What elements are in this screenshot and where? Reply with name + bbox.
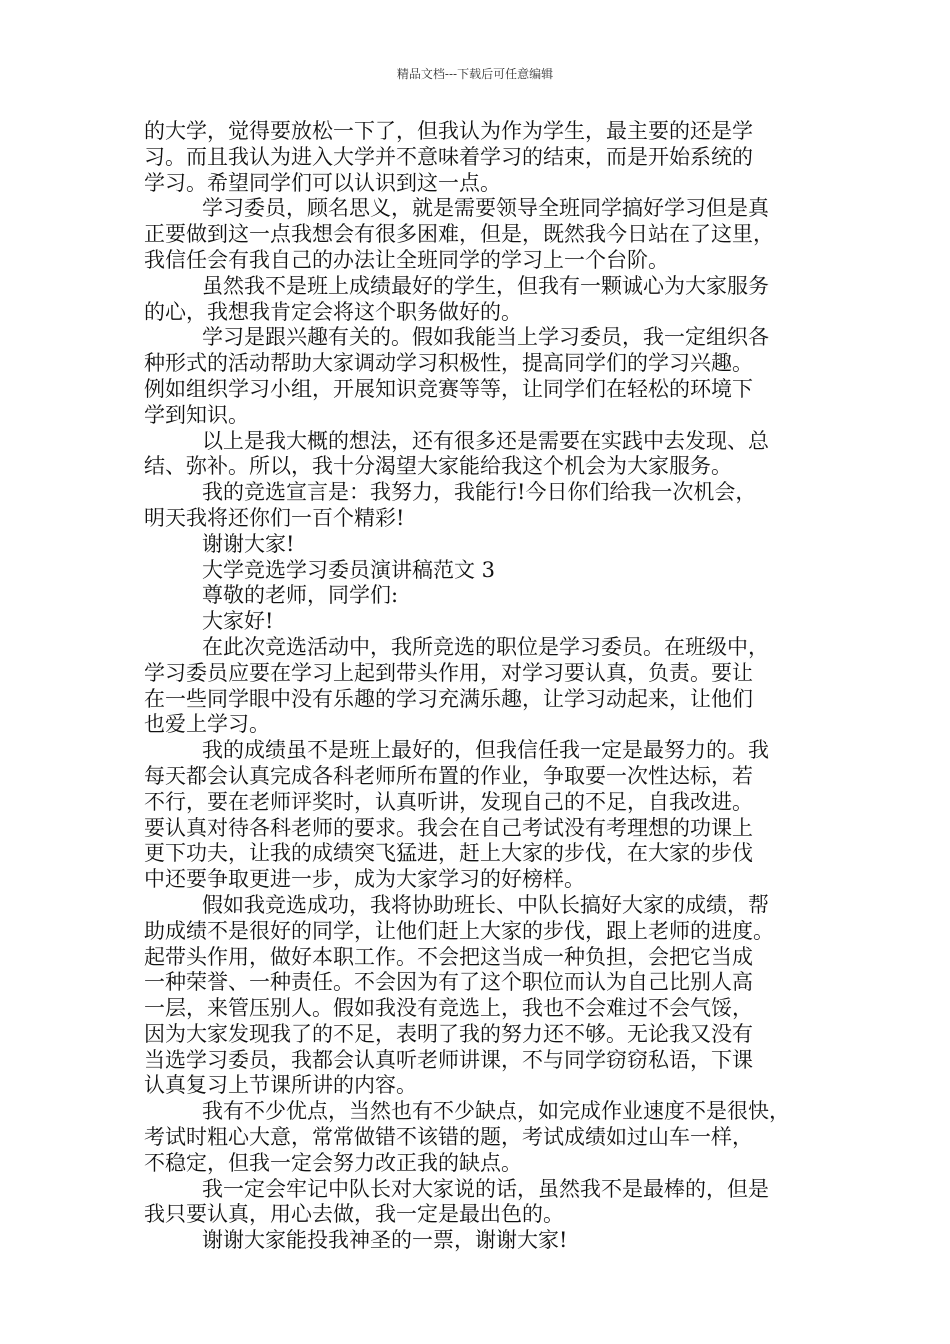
text-line: 的心，我想我肯定会将这个职务做好的。	[144, 299, 522, 324]
text-line: 在此次竞选活动中，我所竞选的职位是学习委员。在班级中，	[202, 634, 769, 659]
text-line: 结、弥补。所以，我十分渴望大家能给我这个机会为大家服务。	[144, 454, 732, 479]
text-line: 正要做到这一点我想会有很多困难，但是，既然我今日站在了这里，	[144, 222, 774, 247]
text-line: 考试时粗心大意，常常做错不该错的题，考试成绩如过山车一样，	[144, 1125, 753, 1150]
text-line: 我一定会牢记中队长对大家说的话，虽然我不是最棒的，但是	[202, 1176, 769, 1201]
text-line: 不行，要在老师评奖时，认真听讲，发现自己的不足，自我改进。	[144, 789, 753, 814]
text-line: 我信任会有我自己的办法让全班同学的学习上一个台阶。	[144, 247, 669, 272]
text-line: 大学竞选学习委员演讲稿范文 3	[202, 557, 496, 582]
text-line: 学习。希望同学们可以认识到这一点。	[144, 170, 501, 195]
text-line: 中还要争取更进一步，成为大家学习的好榜样。	[144, 867, 585, 892]
text-line: 学习委员，顾名思义，就是需要领导全班同学搞好学习但是真	[202, 196, 769, 221]
text-line: 也爱上学习。	[144, 712, 270, 737]
header-text: 精品文档---下载后可任意编辑	[396, 67, 554, 81]
text-line: 更下功夫，让我的成绩突飞猛进，赶上大家的步伐，在大家的步伐	[144, 841, 753, 866]
text-line: 一层，来管压别人。假如我没有竞选上，我也不会难过不会气馁，	[144, 996, 753, 1021]
text-line: 大家好!	[202, 609, 274, 634]
text-line: 学习是跟兴趣有关的。假如我能当上学习委员，我一定组织各	[202, 325, 769, 350]
text-line: 的大学，觉得要放松一下了，但我认为作为学生，最主要的还是学	[144, 119, 753, 143]
text-line: 当选学习委员，我都会认真听老师讲课，不与同学窃窃私语，下课	[144, 1047, 753, 1072]
text-line: 认真复习上节课所讲的内容。	[144, 1073, 417, 1098]
text-line: 每天都会认真完成各科老师所布置的作业，争取要一次性达标，若	[144, 763, 753, 788]
text-line: 在一些同学眼中没有乐趣的学习充满乐趣，让学习动起来，让他们	[144, 686, 753, 711]
page-header	[0, 66, 950, 82]
text-line: 虽然我不是班上成绩最好的学生，但我有一颗诚心为大家服务	[202, 273, 769, 298]
text-line: 一种荣誉、一种责任。不会因为有了这个职位而认为自己比别人高	[144, 970, 753, 995]
text-line: 我的成绩虽不是班上最好的，但我信任我一定是最努力的。我	[202, 738, 769, 763]
text-line: 习。而且我认为进入大学并不意味着学习的结束，而是开始系统的	[144, 144, 753, 169]
text-line: 我的竞选宣言是：我努力，我能行!今日你们给我一次机会，	[202, 480, 757, 505]
text-line: 我只要认真，用心去做，我一定是最出色的。	[144, 1202, 564, 1227]
text-line: 因为大家发现我了的不足，表明了我的努力还不够。无论我又没有	[144, 1021, 753, 1046]
text-line: 种形式的活动帮助大家调动学习积极性，提高同学们的学习兴趣。	[144, 351, 753, 376]
text-line: 明天我将还你们一百个精彩!	[144, 505, 405, 530]
text-line: 学到知识。	[144, 402, 249, 427]
text-line: 以上是我大概的想法，还有很多还是需要在实践中去发现、总	[202, 428, 769, 453]
text-line: 尊敬的老师，同学们:	[202, 583, 399, 608]
text-line: 要认真对待各科老师的要求。我会在自己考试没有考理想的功课上	[144, 815, 753, 840]
text-line: 谢谢大家!	[202, 531, 295, 556]
text-line: 我有不少优点，当然也有不少缺点，如完成作业速度不是很快，	[202, 1099, 790, 1124]
text-line: 学习委员应要在学习上起到带头作用，对学习要认真，负责。要让	[144, 660, 753, 685]
text-line: 例如组织学习小组，开展知识竞赛等等，让同学们在轻松的环境下	[144, 376, 753, 401]
text-line: 假如我竞选成功，我将协助班长、中队长搞好大家的成绩，帮	[202, 892, 769, 917]
text-line: 不稳定，但我一定会努力改正我的缺点。	[144, 1150, 522, 1175]
text-line: 起带头作用，做好本职工作。不会把这当成一种负担，会把它当成	[144, 944, 753, 969]
document-body	[144, 119, 820, 1254]
text-line: 助成绩不是很好的同学，让他们赶上大家的步伐，跟上老师的进度。	[144, 918, 774, 943]
text-line: 谢谢大家能投我神圣的一票，谢谢大家!	[202, 1228, 568, 1253]
